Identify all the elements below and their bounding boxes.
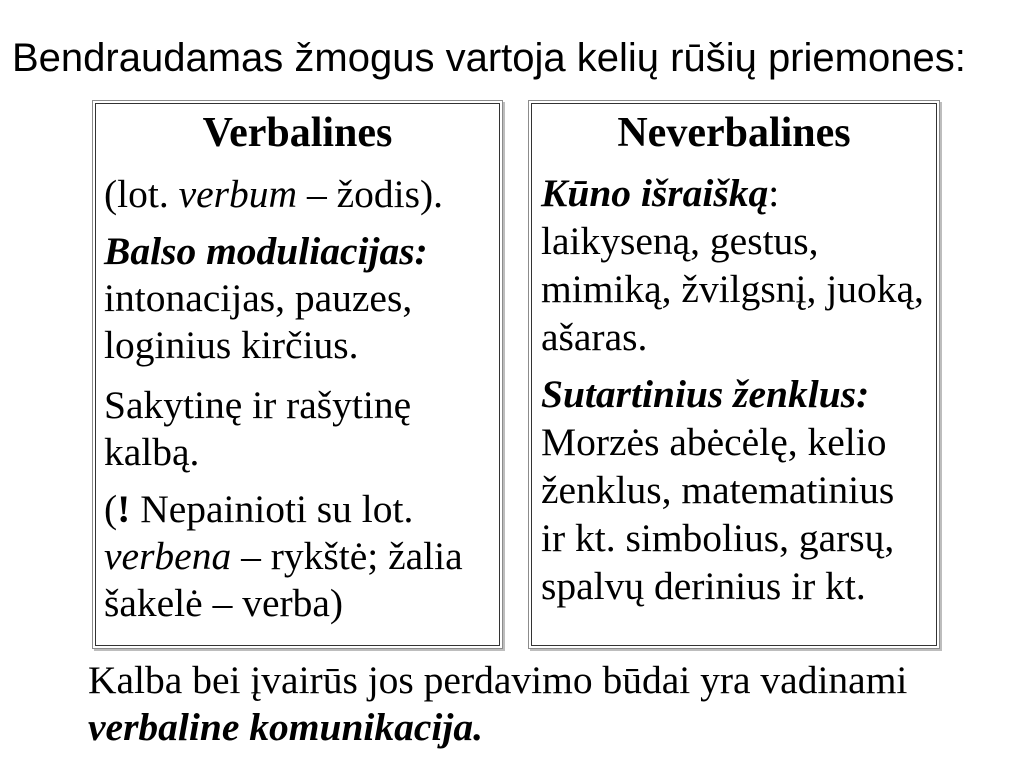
note-line: šakelė – verba) xyxy=(104,581,344,625)
verbal-heading: Verbalines xyxy=(202,110,393,156)
speech-line: kalbą. xyxy=(104,430,200,474)
etymology-latin-word: verbum xyxy=(178,172,298,216)
nonverbal-heading: Neverbalines xyxy=(617,110,851,156)
speech-paragraph xyxy=(93,382,502,476)
speech-line: Sakytinę ir rašytinę xyxy=(104,383,412,427)
note-open-paren: ( xyxy=(104,487,118,531)
etymology-prefix: (lot. xyxy=(104,172,179,216)
nonverbal-means-box xyxy=(528,100,940,649)
note-text: Nepainioti su lot. xyxy=(130,487,414,531)
note-exclamation-mark: ! xyxy=(117,487,131,531)
note-line xyxy=(104,486,502,533)
signs-line: ženklus, matematinius xyxy=(541,468,895,512)
etymology-paragraph xyxy=(93,171,502,218)
conclusion-term: verbaline komunikacija. xyxy=(88,705,483,749)
signs-label: Sutartinius ženklus: xyxy=(541,372,870,416)
conclusion-text xyxy=(88,657,907,751)
voice-modulation-label: Balso moduliacijas: xyxy=(104,229,428,273)
body-language-label-line xyxy=(541,169,939,217)
signs-line: spalvų derinius ir kt. xyxy=(541,564,866,608)
verbal-means-box xyxy=(92,100,503,649)
note-latin-word: verbena xyxy=(104,534,232,578)
voice-modulation-paragraph xyxy=(93,228,502,369)
note-paragraph xyxy=(93,486,502,627)
body-language-line: laikyseną, gestus, xyxy=(541,219,819,263)
voice-modulation-line: intonacijas, pauzes, xyxy=(104,276,413,320)
voice-modulation-line: loginius kirčius. xyxy=(104,323,359,367)
etymology-line xyxy=(104,171,502,218)
signs-line: Morzės abėcėlę, kelio xyxy=(541,420,887,464)
conclusion-line: Kalba bei įvairūs jos perdavimo būdai yra vadinami xyxy=(88,658,908,702)
signs-line: ir kt. simbolius, garsų, xyxy=(541,516,895,560)
body-language-line: ašaras. xyxy=(541,315,648,359)
note-line xyxy=(104,533,502,580)
body-language-line: mimiką, žvilgsnį, juoką, xyxy=(541,267,924,311)
body-language-label: Kūno išraišką xyxy=(541,171,769,215)
body-language-colon: : xyxy=(768,171,780,215)
note-text: – rykštė; žalia xyxy=(231,534,463,578)
slide-title: Bendraudamas žmogus vartoja kelių rūšių priemones: xyxy=(12,36,966,80)
signs-paragraph xyxy=(529,370,939,610)
etymology-suffix: – žodis). xyxy=(297,172,443,216)
body-language-paragraph xyxy=(529,169,939,361)
